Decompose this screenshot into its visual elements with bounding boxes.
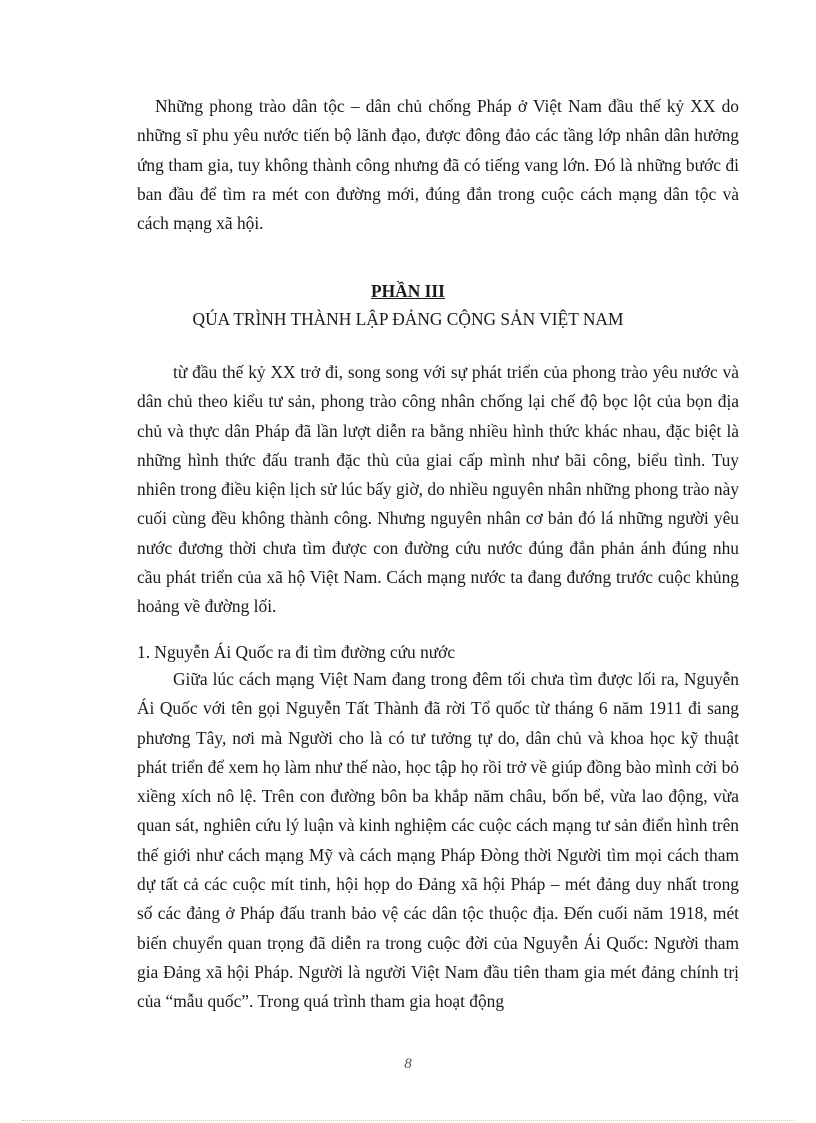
body-paragraph-workers-movement: từ đầu thế kỷ XX trở đi, song song với sự phát triển của phong trào yêu nước và dân chủ theo kiểu tư sản, phong trào công nhân chống lại chế độ bọc lột của bọn địa chủ và thực dân Pháp đã lần lượt diễn ra bằng nhiều hình thức khác nhau, đặc biệt là những hình thức đấu tranh đặc thù của giai cấp mình như bãi công, biểu tình. Tuy nhiên trong điều kiện lịch sử lúc bấy giờ, do nhiều nguyên nhân những phong trào này cuối cùng đều không thành công. Nhưng nguyên nhân cơ bản đó lá những người yêu nước đương thời chưa tìm được con đường cứu nước đúng đắn phản ánh đúng nhu cầu phát triển của xã hộ Việt Nam. Cách mạng nước ta đang đướng trước cuộc khủng hoảng về đường lối. [137, 362, 739, 617]
section-heading-1: 1. Nguyễn Ái Quốc ra đi tìm đường cứu nước [137, 642, 456, 662]
intro-paragraph: Những phong trào dân tộc – dân chủ chống Pháp ở Việt Nam đầu thế kỷ XX do những sĩ phu yêu nước tiến bộ lãnh đạo, được đông đảo các tầng lớp nhân dân hưởng ứng tham gia, tuy không thành công nhưng đã có tiếng vang lớn. Đó là những bước đi ban đầu để tìm ra mét con đường mới, đúng đắn trong cuộc cách mạng dân tộc và cách mạng xã hội. [137, 96, 739, 234]
part-title: QÚA TRÌNH THÀNH LẬP ĐẢNG CỘNG SẢN VIỆT NAM [192, 309, 624, 329]
page-number: 8 [404, 1056, 412, 1072]
part-label: PHẦN III [371, 281, 445, 301]
body-paragraph-nguyen-ai-quoc: Giữa lúc cách mạng Việt Nam đang trong đêm tối chưa tìm được lối ra, Nguyễn Ái Quốc với tên gọi Nguyễn Tất Thành đã rời Tổ quốc từ tháng 6 năm 1911 đi sang phương Tây, nơi mà Người cho là có tư tưởng tự do, dân chủ và khoa học kỹ thuật phát triển để xem họ làm như thế nào, học tập họ rồi trở về giúp đồng bào mình cởi bỏ xiềng xích nô lệ. Trên con đường bôn ba khắp năm châu, bốn bể, vừa lao động, vừa quan sát, nghiên cứu lý luận và kinh nghiệm các cuộc cách mạng tư sản điển hình trên thế giới như cách mạng Mỹ và cách mạng Pháp Đòng thời Người tìm mọi cách tham dự tất cả các cuộc mít tinh, hội họp do Đảng xã hội Pháp – mét đảng duy nhất trong số các đảng ở Pháp đấu tranh bảo vệ các dân tộc thuộc địa. Đến cuối năm 1918, mét biến chuyển quan trọng đã diễn ra trong cuộc đời của Nguyễn Ái Quốc: Người tham gia Đảng xã hội Pháp. Người là người Việt Nam đầu tiên tham gia mét đảng chính trị của “mẫu quốc”. Trong quá trình tham gia hoạt động [137, 669, 739, 1012]
footer-divider [22, 1120, 794, 1121]
